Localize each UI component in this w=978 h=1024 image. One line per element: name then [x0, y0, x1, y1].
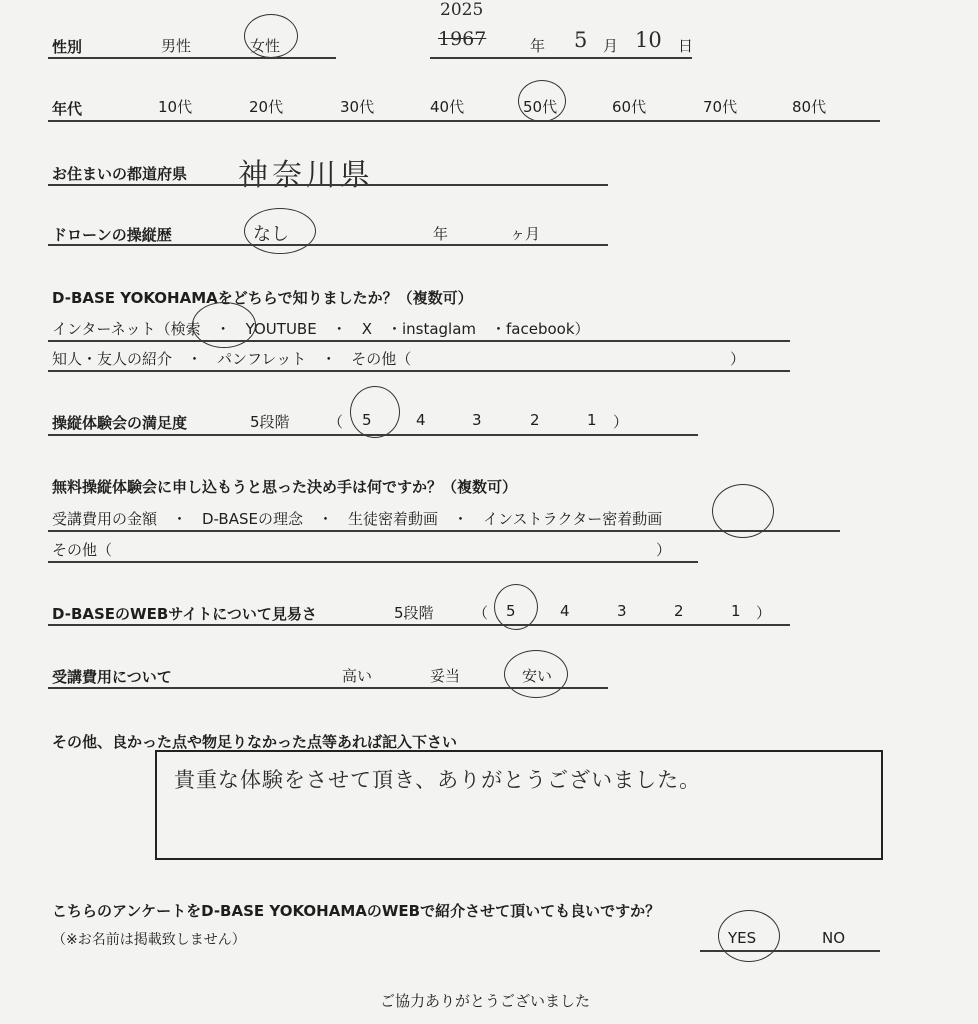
gender-option-female[interactable]: 女性 [250, 37, 281, 55]
satisfaction-label: 操縦体験会の満足度 [52, 414, 188, 432]
age-option-20s[interactable]: 20代 [249, 98, 284, 116]
age-option-70s[interactable]: 70代 [703, 98, 738, 116]
selection-circle [244, 14, 298, 58]
underline [48, 244, 608, 246]
underline [48, 57, 336, 59]
deciding-other-close: ） [656, 541, 672, 559]
publish-note: （※お名前は掲載致しません） [52, 932, 246, 948]
satisfaction-open-paren: （ [328, 413, 344, 431]
fee-option-high[interactable]: 高い [342, 667, 373, 685]
date-month-label: 月 [603, 37, 619, 55]
date-month-written: 5 [574, 28, 588, 52]
satisfaction-score-2[interactable]: 2 [530, 411, 540, 429]
website-close-paren: ） [756, 604, 772, 622]
source-other-close: ） [730, 350, 746, 368]
fee-option-fair[interactable]: 妥当 [430, 667, 461, 685]
website-scale-label: 5段階 [394, 604, 434, 622]
underline [48, 624, 790, 626]
age-option-40s[interactable]: 40代 [430, 98, 465, 116]
fee-label: 受講費用について [52, 668, 172, 686]
age-option-30s[interactable]: 30代 [340, 98, 375, 116]
website-score-5[interactable]: 5 [506, 602, 516, 620]
underline [48, 120, 880, 122]
underline [700, 950, 880, 952]
selection-circle [504, 650, 568, 698]
website-score-3[interactable]: 3 [617, 602, 627, 620]
deciding-options-line2[interactable]: その他（ [52, 541, 113, 559]
publish-yes-option[interactable]: YES [728, 929, 757, 947]
date-year-original: 1967 [438, 28, 487, 50]
age-option-80s[interactable]: 80代 [792, 98, 827, 116]
drone-year-label: 年 [433, 225, 449, 243]
website-open-paren: （ [473, 604, 489, 622]
date-day-written: 10 [635, 28, 662, 52]
gender-option-male[interactable]: 男性 [161, 37, 192, 55]
age-option-50s[interactable]: 50代 [523, 98, 558, 116]
gender-label: 性別 [52, 38, 83, 56]
underline [48, 561, 698, 563]
selection-circle [244, 208, 316, 254]
prefecture-answer: 神奈川県 [238, 158, 374, 193]
comments-question-heading: その他、良かった点や物足りなかった点等あれば記入下さい [52, 733, 458, 751]
underline [430, 57, 692, 59]
underline [48, 370, 790, 372]
source-options-line2[interactable]: 知人・友人の紹介 ・ パンフレット ・ その他（ [52, 350, 412, 368]
deciding-options-line1[interactable]: 受講費用の金額 ・ D-BASEの理念 ・ 生徒密着動画 ・ インストラクター密着動画 [52, 510, 663, 528]
underline [48, 434, 698, 436]
age-option-10s[interactable]: 10代 [158, 98, 193, 116]
publish-question-heading: こちらのアンケートをD-BASE YOKOHAMAのWEBで紹介させて頂いても良いですか？ [52, 902, 661, 920]
source-options-line1[interactable]: インターネット（検索 ・ YOUTUBE ・ X ・instaglam ・facebook） [52, 320, 590, 338]
age-label: 年代 [52, 100, 83, 118]
selection-circle [350, 386, 400, 438]
satisfaction-score-4[interactable]: 4 [416, 411, 426, 429]
fee-option-cheap[interactable]: 安い [522, 667, 553, 685]
underline [48, 340, 790, 342]
publish-no-option[interactable]: NO [822, 929, 846, 947]
age-option-60s[interactable]: 60代 [612, 98, 647, 116]
underline [48, 530, 840, 532]
date-year-label: 年 [530, 37, 546, 55]
drone-experience-label: ドローンの操縦歴 [52, 226, 172, 244]
underline [48, 687, 608, 689]
drone-month-label: ヶ月 [510, 225, 541, 243]
selection-circle [518, 80, 566, 122]
website-score-2[interactable]: 2 [674, 602, 684, 620]
date-day-label: 日 [678, 37, 694, 55]
satisfaction-close-paren: ） [613, 413, 629, 431]
underline [48, 184, 608, 186]
satisfaction-score-3[interactable]: 3 [472, 411, 482, 429]
selection-circle [718, 910, 780, 962]
date-year-written: 2025 [440, 0, 484, 20]
website-label: D-BASEのWEBサイトについて見易さ [52, 605, 317, 623]
satisfaction-score-1[interactable]: 1 [587, 411, 597, 429]
drone-experience-answer: なし [253, 224, 289, 245]
deciding-question-heading: 無料操縦体験会に申し込もうと思った決め手は何ですか？（複数可） [52, 478, 518, 496]
website-score-4[interactable]: 4 [560, 602, 570, 620]
comments-answer: 貴重な体験をさせて頂き、ありがとうございました。 [174, 768, 702, 792]
prefecture-label: お住まいの都道府県 [52, 165, 188, 183]
satisfaction-score-5[interactable]: 5 [362, 411, 372, 429]
satisfaction-scale-label: 5段階 [250, 413, 290, 431]
website-score-1[interactable]: 1 [731, 602, 741, 620]
source-question-heading: D-BASE YOKOHAMAをどちらで知りましたか？（複数可） [52, 289, 473, 307]
footer-thanks: ご協力ありがとうございました [380, 992, 591, 1010]
